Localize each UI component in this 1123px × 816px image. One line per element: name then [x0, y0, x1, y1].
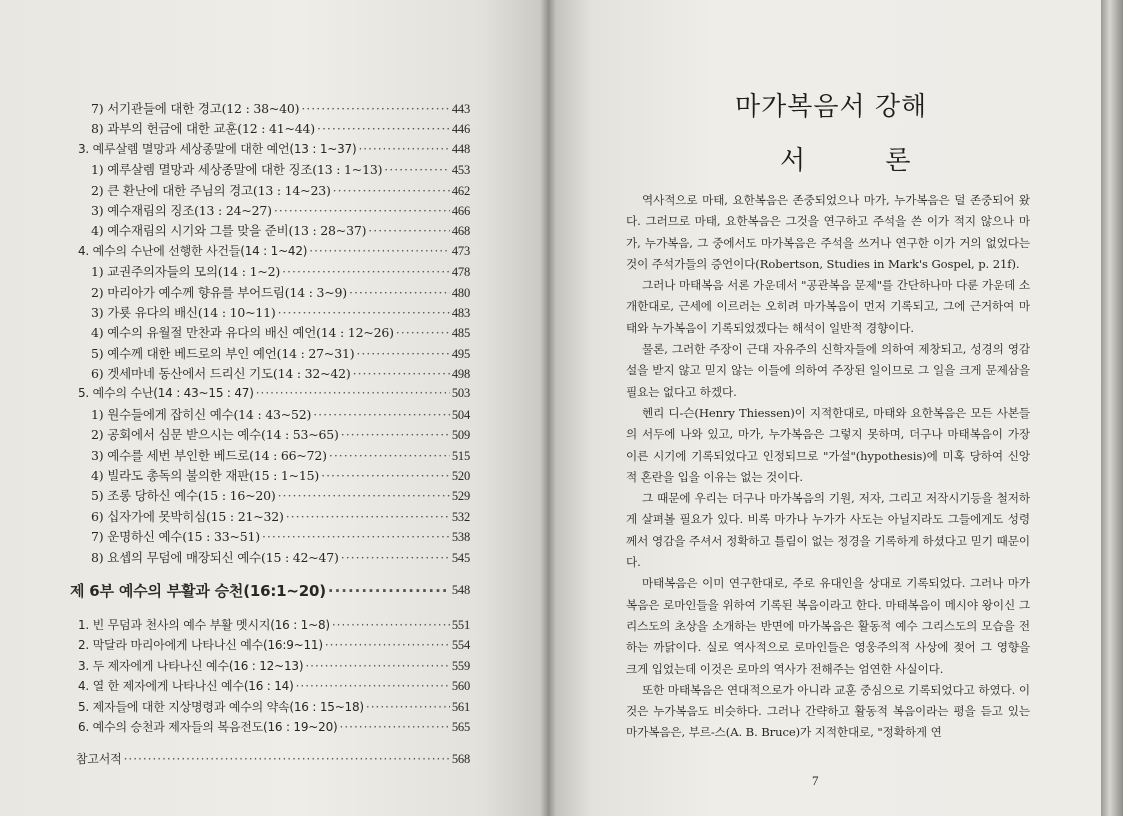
toc-entry — [70, 119, 470, 139]
page-number: 7 — [812, 773, 819, 788]
toc-leader-dots — [317, 121, 450, 136]
toc-entry-title: 2) 공회에서 심문 받으시는 예수(14 : 53~65) — [91, 427, 339, 443]
toc-leader-dots — [366, 700, 450, 714]
toc-page-number: 480 — [451, 285, 470, 300]
toc-entry-title: 6. 예수의 승천과 제자들의 복음전도(16 : 19~20) — [78, 719, 338, 734]
body-paragraph: 마태복음은 이미 연구한대로, 주로 유대인을 상대로 기록되었다. 그러나 마가복음은 로마인들을 위하여 기록된 복음이라고 한다. 마태복음이 메시야 왕이신 그리스도의 초상을 소개하는 반면에 마가복음은 활동적 예수 그리스도의 모습을 전하는 까닭이다. 실로 역사적으로 로마인들은 영웅주의적 사상에 젖어 그 영향을 크게 입었는데 이것은 로마의 역사가 전해주는 엄연한 사실이다. — [626, 576, 1030, 676]
toc-entry — [70, 507, 470, 527]
toc-leader-dots — [321, 468, 450, 483]
toc-leader-dots — [340, 720, 450, 734]
toc-entry — [70, 616, 470, 636]
chapter-title: 마가복음서 강해 — [735, 92, 928, 122]
toc-entry-title: 3. 두 제자에게 나타나신 예수(16 : 12~13) — [78, 658, 304, 673]
toc-page-number: 498 — [451, 367, 470, 382]
toc-page-number: 529 — [451, 489, 470, 504]
toc-entry — [70, 160, 470, 180]
toc-page-number: 548 — [451, 583, 470, 598]
toc-page-number: 545 — [451, 550, 470, 565]
toc-entry-title: 4. 예수의 수난에 선행한 사건들(14 : 1~42) — [78, 243, 308, 258]
toc-entry — [70, 99, 470, 119]
toc-entry-title: 3) 예수를 세번 부인한 베드로(14 : 66~72) — [91, 447, 327, 463]
toc-page-number: 448 — [451, 141, 470, 156]
toc-leader-dots — [262, 529, 450, 544]
toc-leader-dots — [356, 346, 449, 361]
toc-leader-dots — [278, 305, 450, 320]
toc-page-number: 538 — [451, 530, 470, 545]
toc-entry — [70, 140, 470, 160]
toc-leader-dots — [305, 659, 450, 673]
body-text — [626, 190, 1030, 744]
toc-page-number: 568 — [451, 752, 470, 767]
toc-entry-title: 5) 예수께 대한 베드로의 부인 예언(14 : 27~31) — [91, 345, 355, 361]
toc-page-number: 478 — [451, 265, 470, 280]
toc-leader-dots — [328, 582, 450, 600]
toc-page-number: 462 — [451, 183, 470, 198]
toc-leader-dots — [282, 264, 450, 279]
toc-entry-title: 8) 과부의 헌금에 대한 교훈(12 : 41~44) — [91, 121, 315, 137]
toc-entry — [70, 425, 470, 445]
toc-entry — [70, 303, 470, 323]
toc-leader-dots — [341, 427, 450, 442]
toc-page-number: 515 — [451, 448, 470, 463]
table-of-contents — [70, 99, 470, 771]
toc-leader-dots — [341, 550, 450, 565]
toc-entry-title: 5) 조롱 당하신 예수(15 : 16~20) — [91, 488, 276, 504]
toc-entry — [70, 466, 470, 486]
toc-page-number: 446 — [451, 122, 470, 137]
toc-entry-title: 3. 예루살렘 멸망과 세상종말에 대한 예언(13 : 1~37) — [78, 141, 357, 156]
toc-entry — [70, 486, 470, 506]
left-page — [0, 0, 548, 816]
toc-entry-title: 4. 열 한 제자에게 나타나신 예수(16 : 14) — [78, 679, 294, 694]
toc-leader-dots — [329, 448, 450, 463]
toc-leader-dots — [296, 679, 450, 693]
toc-page-number: 504 — [451, 407, 470, 422]
toc-entry — [70, 405, 470, 425]
toc-leader-dots — [325, 638, 450, 652]
toc-entry — [70, 364, 470, 384]
toc-entry — [70, 636, 470, 656]
toc-page-number: 466 — [451, 203, 470, 218]
toc-page-number: 520 — [451, 469, 470, 484]
toc-entry-title: 8) 요셉의 무덤에 매장되신 예수(15 : 42~47) — [91, 549, 339, 565]
body-paragraph: 헨리 디-슨(Henry Thiessen)이 지적한대로, 마태와 요한복음은 모든 사본들의 서두에 나와 있고, 마가, 누가복음은 그렇지 못하며, 더구나 마태복음이 가장 이른 시기에 기록되었다고 인정되므로 "가설"(hypothesis)에 미혹 당하여 신앙적 혼란을 입을 이유는 없는 것이다. — [626, 405, 1030, 484]
toc-leader-dots — [396, 325, 450, 340]
toc-leader-dots — [301, 101, 450, 116]
toc-leader-dots — [353, 366, 450, 381]
toc-entry — [70, 283, 470, 303]
toc-entry-title: 3) 예수재림의 징조(13 : 24~27) — [91, 202, 272, 218]
toc-entry-title: 6) 겟세마네 동산에서 드리신 기도(14 : 32~42) — [91, 366, 351, 382]
toc-entry — [70, 657, 470, 677]
toc-leader-dots — [384, 162, 450, 177]
toc-entry-title: 5. 제자들에 대한 지상명령과 예수의 약속(16 : 15~18) — [78, 699, 364, 714]
toc-page-number: 551 — [451, 617, 470, 632]
toc-entry — [70, 201, 470, 221]
toc-leader-dots — [124, 752, 450, 766]
toc-leader-dots — [286, 509, 450, 524]
toc-entry-title: 7) 운명하신 예수(15 : 33~51) — [91, 529, 260, 545]
toc-leader-dots — [368, 223, 450, 238]
toc-leader-dots — [278, 488, 450, 503]
toc-entry-title: 2) 마리아가 예수께 향유를 부어드림(14 : 3~9) — [91, 284, 347, 300]
toc-leader-dots — [332, 618, 450, 632]
toc-entry — [70, 750, 470, 770]
toc-entry — [70, 384, 470, 404]
toc-entry-title: 4) 예수재림의 시기와 그를 맞을 준비(13 : 28~37) — [91, 223, 367, 239]
toc-page-number: 483 — [451, 305, 470, 320]
toc-entry — [70, 323, 470, 343]
toc-entry-title: 4) 빌라도 총독의 불의한 재판(15 : 1~15) — [91, 468, 320, 484]
toc-leader-dots — [309, 244, 450, 258]
toc-page-number: 532 — [451, 509, 470, 524]
toc-page-number: 559 — [451, 658, 470, 673]
toc-page-number: 561 — [451, 699, 470, 714]
page-edge — [1101, 0, 1123, 816]
toc-page-number: 560 — [451, 679, 470, 694]
toc-leader-dots — [274, 203, 450, 218]
toc-entry — [70, 548, 470, 568]
toc-entry — [70, 698, 470, 718]
toc-entry — [70, 344, 470, 364]
toc-entry — [70, 262, 470, 282]
toc-page-number: 453 — [451, 163, 470, 178]
toc-page-number: 443 — [451, 102, 470, 116]
toc-entry-title: 4) 예수의 유월절 만찬과 유다의 배신 예언(14 : 12~26) — [91, 325, 394, 341]
toc-page-number: 509 — [451, 428, 470, 443]
toc-entry — [70, 242, 470, 262]
toc-leader-dots — [256, 386, 450, 400]
toc-entry — [70, 677, 470, 697]
toc-page-number: 468 — [451, 224, 470, 239]
toc-part-heading — [70, 572, 470, 610]
toc-page-number: 565 — [451, 719, 470, 734]
toc-entry-title: 1) 교권주의자들의 모의(14 : 1~2) — [91, 264, 281, 280]
toc-entry — [70, 446, 470, 466]
toc-entry-title: 2) 큰 환난에 대한 주님의 경고(13 : 14~23) — [91, 182, 331, 198]
body-paragraph: 또한 마태복음은 연대적으로가 아니라 교훈 중심으로 기록되었다고 하였다. 이것은 누가복음도 비슷하다. 그러나 간략하고 활동적 복음이라는 평을 듣고 있는 마가복음은, 부르-스(A. B. Bruce)가 지적한대로, "정확하게 연 — [626, 682, 1030, 740]
toc-entry-title: 제 6부 예수의 부활과 승천(16:1~20) — [70, 582, 326, 601]
body-paragraph: 물론, 그러한 주장이 근대 자유주의 신학자들에 의하여 제창되고, 성경의 영감설을 받지 않고 믿지 않는 이들에 의하여 주장된 일이므로 그 일을 크게 문제삼을 필요는 없다고 하겠다. — [626, 342, 1030, 399]
toc-leader-dots — [313, 407, 450, 422]
toc-entry — [70, 718, 470, 738]
body-paragraph: 역사적으로 마태, 요한복음은 존중되었으나 마가, 누가복음은 덜 존중되어 왔다. 그러므로 마태, 요한복음은 그것을 연구하고 주석을 쓴 이가 적지 않으나 마가, 누가복음, 그 중에서도 마가복음은 주석을 쓰거나 연구한 이가 거의 없었다는 것이 주석가들의 증언이다(Robertson, Studies in Mark's Gospel, p. 21f). — [626, 193, 1030, 271]
toc-entry-title: 6) 십자가에 못박히심(15 : 21~32) — [91, 508, 284, 524]
toc-entry-title: 1) 예루살렘 멸망과 세상종말에 대한 징조(13 : 1~13) — [91, 162, 383, 178]
toc-page-number: 473 — [451, 243, 470, 258]
toc-entry-title: 참고서적 — [76, 752, 122, 767]
toc-page-number: 495 — [451, 346, 470, 361]
toc-entry-title: 5. 예수의 수난(14 : 43~15 : 47) — [78, 386, 254, 401]
toc-page-number: 503 — [451, 386, 470, 401]
toc-entry-title: 7) 서기관들에 대한 경고(12 : 38~40) — [91, 101, 300, 116]
toc-entry-title: 3) 가룟 유다의 배신(14 : 10~11) — [91, 304, 276, 320]
toc-entry-title: 1) 원수들에게 잡히신 예수(14 : 43~52) — [91, 406, 312, 422]
toc-entry — [70, 527, 470, 547]
toc-leader-dots — [349, 285, 450, 300]
toc-entry — [70, 181, 470, 201]
toc-entry — [70, 221, 470, 241]
toc-entry-title: 1. 빈 무덤과 천사의 예수 부활 멧시지(16 : 1~8) — [78, 617, 330, 632]
book-gutter — [540, 0, 556, 816]
toc-leader-dots — [358, 142, 449, 156]
toc-page-number: 485 — [451, 326, 470, 341]
toc-leader-dots — [333, 183, 450, 198]
body-paragraph: 그 때문에 우리는 더구나 마가복음의 기원, 저자, 그리고 저작시기등을 철저하게 살펴볼 필요가 있다. 비록 마가나 누가가 사도는 아닐지라도 그들에게도 성령께서 영감을 주셔서 정확하고 틀림이 없는 정경을 기록하게 하셨다고 믿기 때문이다. — [626, 491, 1030, 570]
toc-entry-title: 2. 막달라 마리아에게 나타나신 예수(16:9~11) — [78, 638, 323, 653]
toc-page-number: 554 — [451, 638, 470, 653]
section-title: 서 론 — [780, 146, 947, 176]
body-paragraph: 그러나 마태복음 서론 가운데서 "공관복음 문제"를 간단하나마 다룬 가운데 소개한대로, 근세에 이르러는 오히려 마가복음이 먼저 기록되고, 그에 근거하여 마태와 누가복음이 기록되었겠다는 해석이 일반적 경향이다. — [626, 278, 1030, 335]
